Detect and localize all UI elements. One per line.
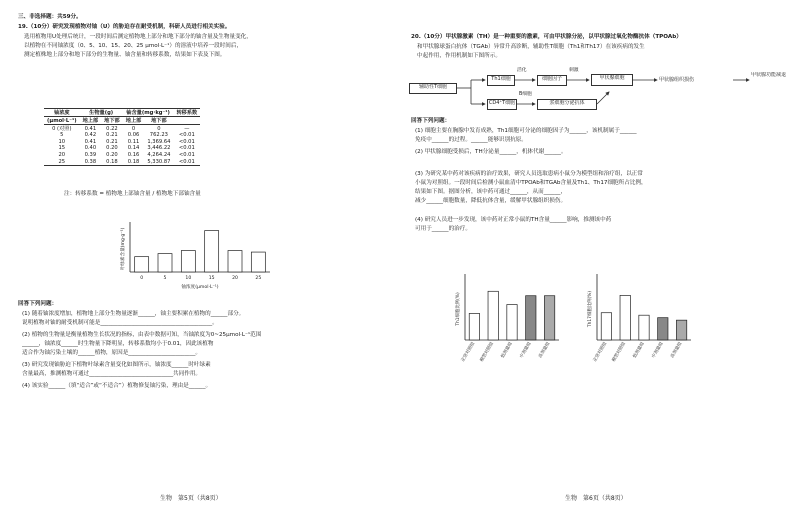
table-cell: 0.14 — [127, 145, 140, 152]
table-cell: 0.11 — [127, 138, 140, 145]
table-cell: — — [184, 125, 190, 132]
table-cell: 0.18 — [123, 158, 145, 165]
q19-header: 19.（10分）研究发现植物对铀（U）的胁迫存在耐受机制，科研人员进行相关实验。 — [18, 24, 231, 30]
q20-question-line-5: 小鼠为对照组。一段时间后检测小鼠血清中TPOAb和TGAb含量及Th1、Th17细胞所占比例， — [415, 180, 647, 186]
chart-bar — [205, 231, 219, 272]
x-tick-label: 中剂量组 — [519, 341, 533, 360]
chart-bar — [658, 318, 668, 340]
x-tick-label: 5 — [163, 276, 167, 281]
table-cell: <0.01 — [178, 138, 195, 145]
table-header: 生物量(g) — [80, 109, 123, 117]
table-cell: 0.40 — [84, 145, 97, 152]
flow-box-th1: Th1细胞 — [487, 75, 515, 86]
table-cell: 5 — [60, 132, 64, 139]
x-tick-label: 高剂量组 — [538, 341, 552, 360]
x-tick-label: 20 — [232, 276, 238, 281]
table-cell: 20 — [58, 152, 66, 159]
q20-question-line-7: 减少______细胞数量，降低抗体含量，缓解甲状腺组织损伤。 — [415, 198, 567, 204]
chart-bar — [135, 257, 149, 272]
table-cell: 0.06 — [127, 132, 140, 139]
y-axis-label: 叶绿素含量(mg·g⁻¹) — [121, 227, 126, 271]
table-header: 转移系数 — [173, 109, 200, 117]
table-cell: 0.16 — [127, 152, 140, 159]
flow-box-cd4: CD4⁺T细胞 — [487, 99, 517, 110]
q20-intro-line-2: 中起作用，作用机制如下图所示。 — [417, 53, 501, 59]
table-row — [44, 139, 200, 146]
chart-bar — [676, 320, 686, 340]
x-tick-label: 0 — [140, 276, 144, 281]
chart-bar — [488, 291, 498, 340]
q20-intro-line-1: 和甲状腺球蛋白抗体（TGAb）异常升高诊断，辅助性T细胞（Th1和Th17）在该疾病的发生 — [417, 44, 645, 50]
chart-bar — [469, 313, 479, 340]
y-axis-label: Th17细胞比例(%) — [588, 290, 593, 328]
table-cell: <0.01 — [173, 158, 200, 165]
table-row — [44, 158, 200, 165]
y-axis-label: Th1细胞比例(%) — [456, 292, 461, 326]
q20-header: 20.（10分）甲状腺激素（TH）是一种重要的激素，可由甲状腺分泌，以甲状腺过氧化物酶抗体（TPOAb） — [411, 34, 682, 40]
table-cell: <0.01 — [178, 145, 195, 152]
table-cell: <0.01 — [178, 132, 195, 139]
q20-question-line-9: 可用于______的治疗。 — [415, 226, 471, 232]
table-cell: 15 — [58, 145, 66, 152]
table-cell: 5,330.87 — [144, 158, 173, 165]
table-note: 注：转移系数 = 植物地上部铀含量 / 植物地下部铀含量 — [64, 191, 201, 197]
chart-bar — [526, 296, 536, 340]
table-cell: 0.20 — [106, 152, 118, 159]
chart-bar — [181, 251, 195, 272]
table-cell: 0.21 — [106, 138, 118, 145]
chart-bar — [620, 295, 630, 340]
q20-question-line-8: (4) 研究人员进一步发现，该中药对正常小鼠的TH含量______影响，推测该中药 — [415, 217, 612, 223]
x-tick-label: 模型对照组 — [611, 341, 627, 364]
x-tick-label: 高剂量组 — [670, 341, 684, 360]
table-cell: 0.18 — [101, 158, 123, 165]
table-cell: 4,264.24 — [147, 152, 171, 159]
table-subheader: 地下部 — [144, 117, 173, 125]
table-cell: 0.22 — [106, 125, 118, 132]
x-axis-label: 铀浓度(μmol·L⁻¹) — [181, 285, 219, 290]
flow-box-plasma: 浆细胞分泌抗体 — [537, 99, 597, 110]
table-header: 铀含量(mg·kg⁻¹) — [123, 109, 174, 117]
right-page-footer: 生物 第6页（共8页） — [565, 495, 627, 502]
table-subheader: 地上部 — [80, 117, 102, 125]
flow-label-activate: 活化 — [517, 68, 527, 73]
flow-label-result: 甲状腺功能减退 — [751, 72, 787, 78]
table-cell: 0.21 — [106, 132, 118, 139]
table-subheader: 地上部 — [123, 117, 145, 125]
x-tick-label: 10 — [185, 276, 192, 281]
table-cell: 0.38 — [80, 158, 102, 165]
section-title: 三、非选择题：共59分。 — [18, 14, 82, 20]
table-cell: 0.41 — [84, 125, 97, 132]
table-cell: 0.41 — [84, 138, 97, 145]
x-tick-label: 15 — [208, 276, 215, 281]
x-tick-label: 低剂量组 — [632, 341, 646, 360]
q19-question-line-4: ______，铀浓度______时生物量下降明显，转移系数均小于0.01，因此该植物 — [22, 341, 214, 347]
table-cell: 0.20 — [106, 145, 118, 152]
table-subheader: (μmol·L⁻¹) — [44, 117, 80, 125]
x-tick-label: 低剂量组 — [500, 341, 514, 360]
table-row — [44, 145, 200, 152]
flow-label-stimulate: 刺激 — [569, 68, 579, 73]
table-row — [44, 125, 200, 133]
flow-label-bcell: B细胞 — [519, 92, 532, 97]
chart-bar — [158, 254, 172, 272]
table-cell: 1,369.64 — [147, 138, 171, 145]
table-subheader: 地下部 — [101, 117, 123, 125]
table-cell: 762.23 — [149, 132, 168, 139]
table-row — [44, 152, 200, 159]
x-tick-label: 模型对照组 — [479, 341, 495, 364]
q20-question-line-2: 免疫中______的过程。______能够识别抗原。 — [415, 137, 527, 143]
chart-bar — [544, 296, 554, 340]
q19-intro-line-3: 测定植株地上部分和地下部分的生物量、铀含量和转移系数，结果如下表及下图。 — [24, 52, 226, 58]
q19-question-line-6: (3) 研究发现铀胁迫下植物叶绿素含量变化如图所示，铀浓度______时叶绿素 — [22, 362, 211, 368]
q19-intro-line-1: 选用植物用U处理后统计，一段时间后测定植物地上部分和地下部分的铀含量及生物量变化， — [24, 34, 252, 40]
q19-question-line-3: (2) 植物的生物量是衡量植物生长状况的指标，由表中数据可知，当铀浓度为0~25μmol·L⁻¹范围 — [22, 332, 262, 338]
th1-bar-chart — [449, 268, 569, 372]
table-cell: 0.39 — [84, 152, 97, 159]
q19-question-line-7: 含量最高，推测植物可通过______________________________共同作用。 — [22, 371, 202, 377]
table-cell: 0 — [157, 125, 161, 132]
table-row — [44, 132, 200, 139]
table-cell: 25 — [44, 158, 80, 165]
q20-question-line-1: (1) 细胞主要在胸腺中发育成熟，Th1细胞可分泌的细胞因子为______，该机制属于______ — [415, 128, 637, 134]
x-tick-label: 中剂量组 — [651, 341, 665, 360]
table-cell: 0.42 — [84, 132, 97, 139]
table-cell: 0 — [131, 125, 136, 132]
chart-bar — [639, 315, 649, 340]
chart-bar — [251, 252, 265, 272]
th17-bar-chart — [581, 268, 701, 372]
flow-box-t-cell: 辅助性T细胞 — [409, 83, 457, 94]
table-subheader — [173, 117, 200, 125]
q19-answer-header: 回答下列问题： — [18, 301, 58, 307]
q19-question-line-1: (1) 随着铀浓度增加，植物地上部分生物量逐渐______，铀主要积累在植物的______部分。 — [22, 311, 245, 317]
x-tick-label: 25 — [255, 276, 262, 281]
q19-intro-line-2: 以植物在不同铀浓度（0、5、10、15、20、25 μmol·L⁻¹）的溶液中培养一段时间后， — [24, 43, 243, 49]
flow-box-cytokine: 细胞因子 — [537, 75, 567, 86]
q20-question-line-4: (3) 为研究某中药对该疾病的治疗效果，研究人员选取患病小鼠分为模型组和治疗组，以正常 — [415, 171, 643, 177]
left-page-footer: 生物 第5页（共8页） — [160, 495, 222, 502]
table-cell: 3,446.22 — [147, 145, 171, 152]
q19-question-line-5: 适合作为铀污染土壤的______植物，原因是________________________。 — [22, 350, 202, 356]
table-cell: <0.01 — [178, 152, 195, 159]
flow-box-thyroid: 甲状腺细胞 — [591, 74, 633, 86]
table-cell: 0 (对照) — [52, 126, 72, 132]
q20-answer-header: 回答下列问题： — [411, 118, 451, 124]
chart-bar — [228, 251, 242, 272]
right-page — [397, 0, 794, 528]
uranium-data-table — [44, 108, 200, 166]
q20-question-line-6: 结果如下图。据图分析，该中药可通过______，从而______， — [415, 189, 567, 195]
table-cell: 10 — [58, 138, 66, 145]
q19-question-line-8: (4) 该实验______（填“适合”或“不适合”）植物修复铀污染，理由是______。 — [22, 383, 212, 389]
q19-question-line-2: 说明植物对铀的耐受机制可能是________________________________________。 — [22, 320, 218, 326]
table-header: 铀浓度 — [44, 109, 80, 117]
flow-label-damage: 甲状腺组织损伤 — [659, 77, 695, 83]
x-tick-label: 正常对照组 — [460, 341, 477, 364]
chlorophyll-bar-chart — [112, 204, 292, 294]
x-tick-label: 正常对照组 — [592, 341, 609, 364]
chart-bar — [507, 305, 517, 340]
q20-question-line-3: (2) 甲状腺细胞受损后，TH分泌量______，机体代谢______。 — [415, 149, 567, 155]
chart-bar — [601, 313, 611, 340]
